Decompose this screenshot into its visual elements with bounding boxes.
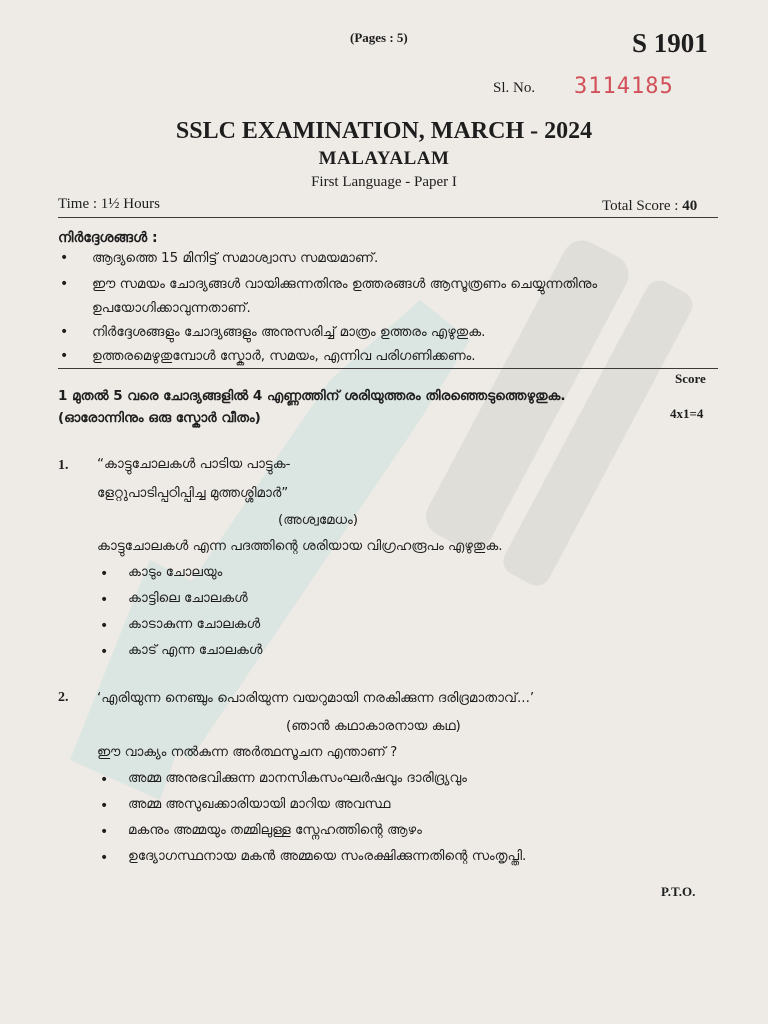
instruction-item: നിർദ്ദേശങ്ങളും ചോദ്യങ്ങളും അനുസരിച്ച് മാത്രം ഉത്തരം എഴുതുക.: [92, 324, 486, 340]
paper-code: S 1901: [632, 28, 708, 58]
total-score-value: 40: [682, 198, 698, 214]
serial-label: Sl. No.: [493, 80, 536, 96]
question-source: (ഞാൻ കഥാകാരനായ കഥ): [286, 718, 461, 734]
answer-option: മകനും അമ്മയും തമ്മിലുള്ള സ്നേഹത്തിന്റെ ആഴം: [128, 822, 422, 838]
exam-paper: First Language - Paper I: [311, 174, 457, 190]
answer-option: കാട് എന്ന ചോലകൾ: [128, 642, 263, 658]
bullet-icon: •: [100, 618, 109, 634]
bullet-icon: •: [100, 592, 109, 608]
bullet-icon: •: [60, 250, 69, 266]
bullet-icon: •: [60, 324, 69, 340]
bullet-icon: •: [100, 772, 109, 788]
question-number: 2.: [58, 690, 69, 705]
answer-option: കാടും ചോലയും: [128, 564, 223, 580]
answer-option: അമ്മ അസുഖക്കാരിയായി മാറിയ അവസ്ഥ: [128, 796, 391, 812]
question-quote-line: “കാട്ടുചോലകൾ പാടിയ പാട്ടുക-: [97, 456, 291, 472]
header-divider: [58, 217, 718, 218]
serial-number: 3114185: [574, 74, 674, 99]
total-score: [602, 198, 697, 215]
instructions-divider: [58, 368, 718, 369]
total-score-label: Total Score :: [602, 198, 683, 214]
exam-title: SSLC EXAMINATION, MARCH - 2024: [175, 118, 593, 144]
question-source: (അശ്വമേധം): [278, 512, 359, 528]
answer-option: ഉദ്യോഗസ്ഥനായ മകൻ അമ്മയെ സംരക്ഷിക്കുന്നതിന്റെ സംതൃപ്തി.: [128, 848, 527, 864]
bullet-icon: •: [100, 566, 109, 582]
bullet-icon: •: [100, 644, 109, 660]
question-text: ഈ വാക്യം നൽകുന്ന അർത്ഥസൂചന എന്താണ് ?: [97, 744, 398, 760]
exam-subject: MALAYALAM: [318, 148, 450, 169]
question-text: കാട്ടുചോലകൾ എന്ന പദത്തിന്റെ ശരിയായ വിഗ്രഹരൂപം എഴുതുക.: [97, 538, 503, 554]
bullet-icon: •: [100, 850, 109, 866]
answer-option: കാട്ടിലെ ചോലകൾ: [128, 590, 248, 606]
section-subheading: (ഓരോന്നിനും ഒരു സ്കോർ വീതം): [58, 410, 261, 426]
page-count: (Pages : 5): [350, 30, 408, 45]
time-allowed: Time : 1½ Hours: [58, 196, 160, 212]
question-quote-line: ‘എരിയുന്ന നെഞ്ചും പൊരിയുന്ന വയറുമായി നരകിക്കുന്ന ദരിദ്രമാതാവ്...’: [97, 690, 535, 706]
answer-option: കാടാകുന്ന ചോലകൾ: [128, 616, 261, 632]
please-turn-over: P.T.O.: [661, 884, 696, 899]
section-marks: 4x1=4: [670, 406, 704, 421]
bullet-icon: •: [100, 824, 109, 840]
instruction-item: ഈ സമയം ചോദ്യങ്ങൾ വായിക്കുന്നതിനും ഉത്തരങ്ങൾ ആസൂത്രണം ചെയ്യുന്നതിനും ഉപയോഗിക്കാവുന്നതാണ്.: [92, 276, 598, 316]
instruction-item: ആദ്യത്തെ 15 മിനിട്ട് സമാശ്വാസ സമയമാണ്.: [92, 250, 379, 266]
score-column-label: Score: [675, 371, 706, 386]
instructions-heading: നിർദ്ദേശങ്ങൾ :: [58, 230, 158, 246]
bullet-icon: •: [60, 276, 69, 292]
bullet-icon: •: [100, 798, 109, 814]
question-quote-line: ളേറ്റുപാടിപ്പഠിപ്പിച്ച മുത്തശ്ശിമാർ”: [97, 485, 289, 501]
answer-option: അമ്മ അനുഭവിക്കുന്ന മാനസികസംഘർഷവും ദാരിദ്ര്യവും: [128, 770, 467, 786]
instruction-item: ഉത്തരമെഴുതുമ്പോൾ സ്കോർ, സമയം, എന്നിവ പരിഗണിക്കണം.: [92, 348, 476, 364]
question-number: 1.: [58, 458, 69, 473]
bullet-icon: •: [60, 348, 69, 364]
section-heading: 1 മുതൽ 5 വരെ ചോദ്യങ്ങളിൽ 4 എണ്ണത്തിന് ശരിയുത്തരം തിരഞ്ഞെടുത്തെഴുതുക.: [58, 388, 566, 404]
